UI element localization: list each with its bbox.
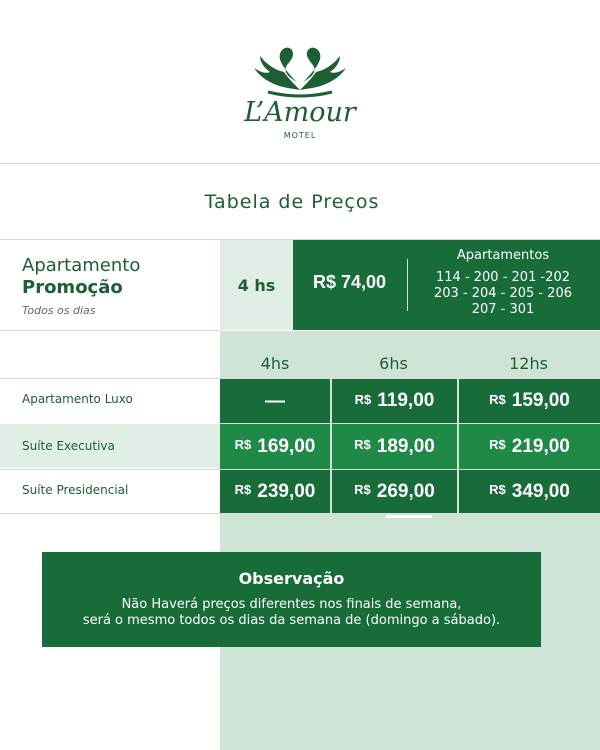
price-amount: 219,00 — [511, 435, 570, 457]
promo-hours: 4 hs — [220, 240, 293, 330]
price-currency: R$ — [489, 482, 506, 497]
note-line: Não Haverá preços diferentes nos finais de semana, — [121, 597, 462, 612]
column-header-6hs: 6hs — [379, 354, 408, 373]
row-label-apartamento-luxo: Apartamento Luxo — [22, 392, 133, 406]
price-amount: 119,00 — [377, 390, 435, 411]
price-cell — [332, 424, 457, 469]
scroll-indicator — [386, 515, 432, 518]
promo-rooms-title: Apartamentos — [456, 248, 550, 263]
price-currency: R$ — [354, 437, 371, 452]
swan-heart-icon — [248, 42, 352, 100]
brand-name: L’Amour — [244, 97, 356, 128]
price-amount: 239,00 — [257, 480, 316, 502]
price-amount: 169,00 — [257, 435, 316, 457]
price-currency: R$ — [489, 437, 506, 452]
promo-line2: Promoção — [22, 277, 123, 298]
price-currency: R$ — [354, 391, 372, 407]
promo-rooms-list — [412, 270, 594, 318]
divider — [0, 513, 220, 514]
note-text — [52, 597, 531, 629]
price-cell — [220, 470, 330, 513]
promo-rooms-line: 207 - 301 — [471, 302, 535, 317]
price-cell — [459, 470, 600, 513]
price-cell — [220, 379, 330, 423]
promo-line1: Apartamento — [22, 255, 141, 276]
price-amount: 269,00 — [376, 480, 435, 502]
price-cell — [332, 379, 457, 423]
note-title: Observação — [238, 569, 345, 588]
price-cell — [459, 424, 600, 469]
price-amount: — — [265, 389, 285, 412]
price-currency: R$ — [489, 391, 506, 407]
price-amount: 189,00 — [376, 435, 435, 457]
price-cell — [332, 470, 457, 513]
header-divider — [0, 163, 600, 164]
page-title: Tabela de Preços — [204, 191, 380, 213]
brand-subtitle: MOTEL — [283, 131, 317, 140]
promo-rooms-line: 203 - 204 - 205 - 206 — [433, 286, 573, 301]
column-header-4hs: 4hs — [260, 354, 290, 373]
price-amount: 349,00 — [511, 480, 570, 502]
promo-price: R$ 74,00 — [313, 272, 387, 292]
price-cell — [459, 379, 600, 423]
promo-rooms-line: 114 - 200 - 201 -202 — [436, 270, 570, 285]
note-line: será o mesmo todos os dias da semana de (domingo a sábado). — [82, 613, 501, 628]
promo-days: Todos os dias — [22, 304, 96, 317]
column-header-12hs: 12hs — [509, 354, 548, 373]
price-currency: R$ — [234, 437, 252, 452]
row-label-suite-presidencial: Suíte Presidencial — [22, 483, 129, 497]
price-currency: R$ — [354, 482, 371, 497]
row-label-suite-executiva: Suíte Executiva — [22, 439, 115, 453]
price-amount: 159,00 — [511, 390, 570, 411]
price-cell — [220, 424, 330, 469]
price-currency: R$ — [234, 482, 252, 497]
divider — [0, 330, 220, 331]
divider — [407, 259, 408, 311]
